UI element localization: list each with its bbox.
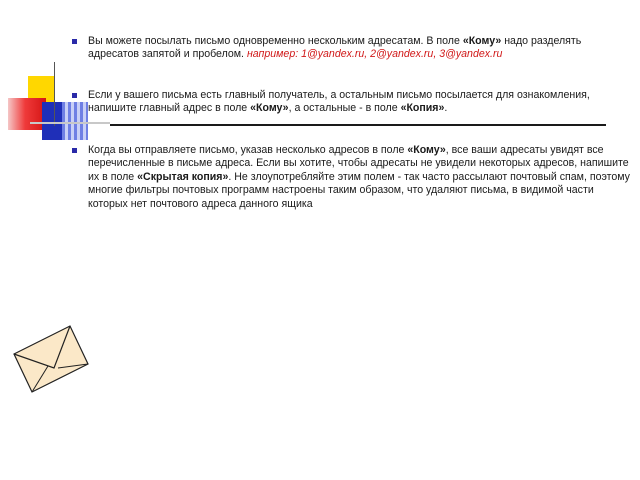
paragraph-3-text-c: . Не злоупотребляйте этим полем - так часто рассылают почтовый спам, поэтому многие фильтры почтовых программ настроены таким образом, что удаляют письма, в видимой части которых нет почтового адреса данного ящика: [88, 170, 630, 210]
paragraph-2-bold-a: «Кому»: [250, 102, 289, 115]
striped-square-decoration: [62, 102, 88, 140]
paragraph-1-text-a: Вы можете посылать письмо одновременно нескольким адресатам. В поле: [88, 35, 463, 47]
paragraph-3-text-a: Когда вы отправляете письмо, указав несколько адресов в поле: [88, 144, 408, 156]
vertical-line-decoration: [54, 62, 55, 126]
paragraph-1: [88, 35, 633, 62]
paragraph-3-text-b: , все ваши адресаты увидят все перечисленные в письме адреса. Если вы хотите, чтобы адресаты не увидели некоторых адресов, напишите их в поле: [88, 144, 629, 183]
paragraph-2-text-c: .: [444, 102, 448, 115]
paragraph-3-bold-b: «Скрытая копия»: [137, 170, 229, 183]
gray-line-decoration: [30, 122, 110, 124]
paragraph-1-example: например: 1@yandex.ru, 2@yandex.ru, 3@yandex.ru: [246, 48, 503, 61]
paragraph-2-text-b: , а остальные - в поле: [288, 102, 401, 115]
paragraph-2-bold-b: «Копия»: [400, 102, 445, 115]
bullet-3: [72, 148, 77, 153]
paragraph-2-text-a: Если у вашего письма есть главный получатель, а остальным письмо посылается для ознакомления, напишите главный адрес в поле: [88, 89, 590, 115]
envelope-icon: [10, 322, 92, 396]
paragraph-1-text-b: надо разделять адресатов запятой и пробелом.: [88, 35, 582, 61]
red-square-decoration: [8, 98, 46, 130]
divider-line: [110, 124, 606, 126]
paragraph-2: [88, 89, 633, 116]
paragraph-1-bold-a: «Кому»: [462, 35, 502, 47]
blue-square-decoration: [42, 102, 64, 140]
bullet-1: [72, 39, 77, 44]
paragraph-3: [88, 144, 633, 211]
bullet-2: [72, 93, 77, 98]
paragraph-3-bold-a: «Кому»: [407, 144, 446, 156]
